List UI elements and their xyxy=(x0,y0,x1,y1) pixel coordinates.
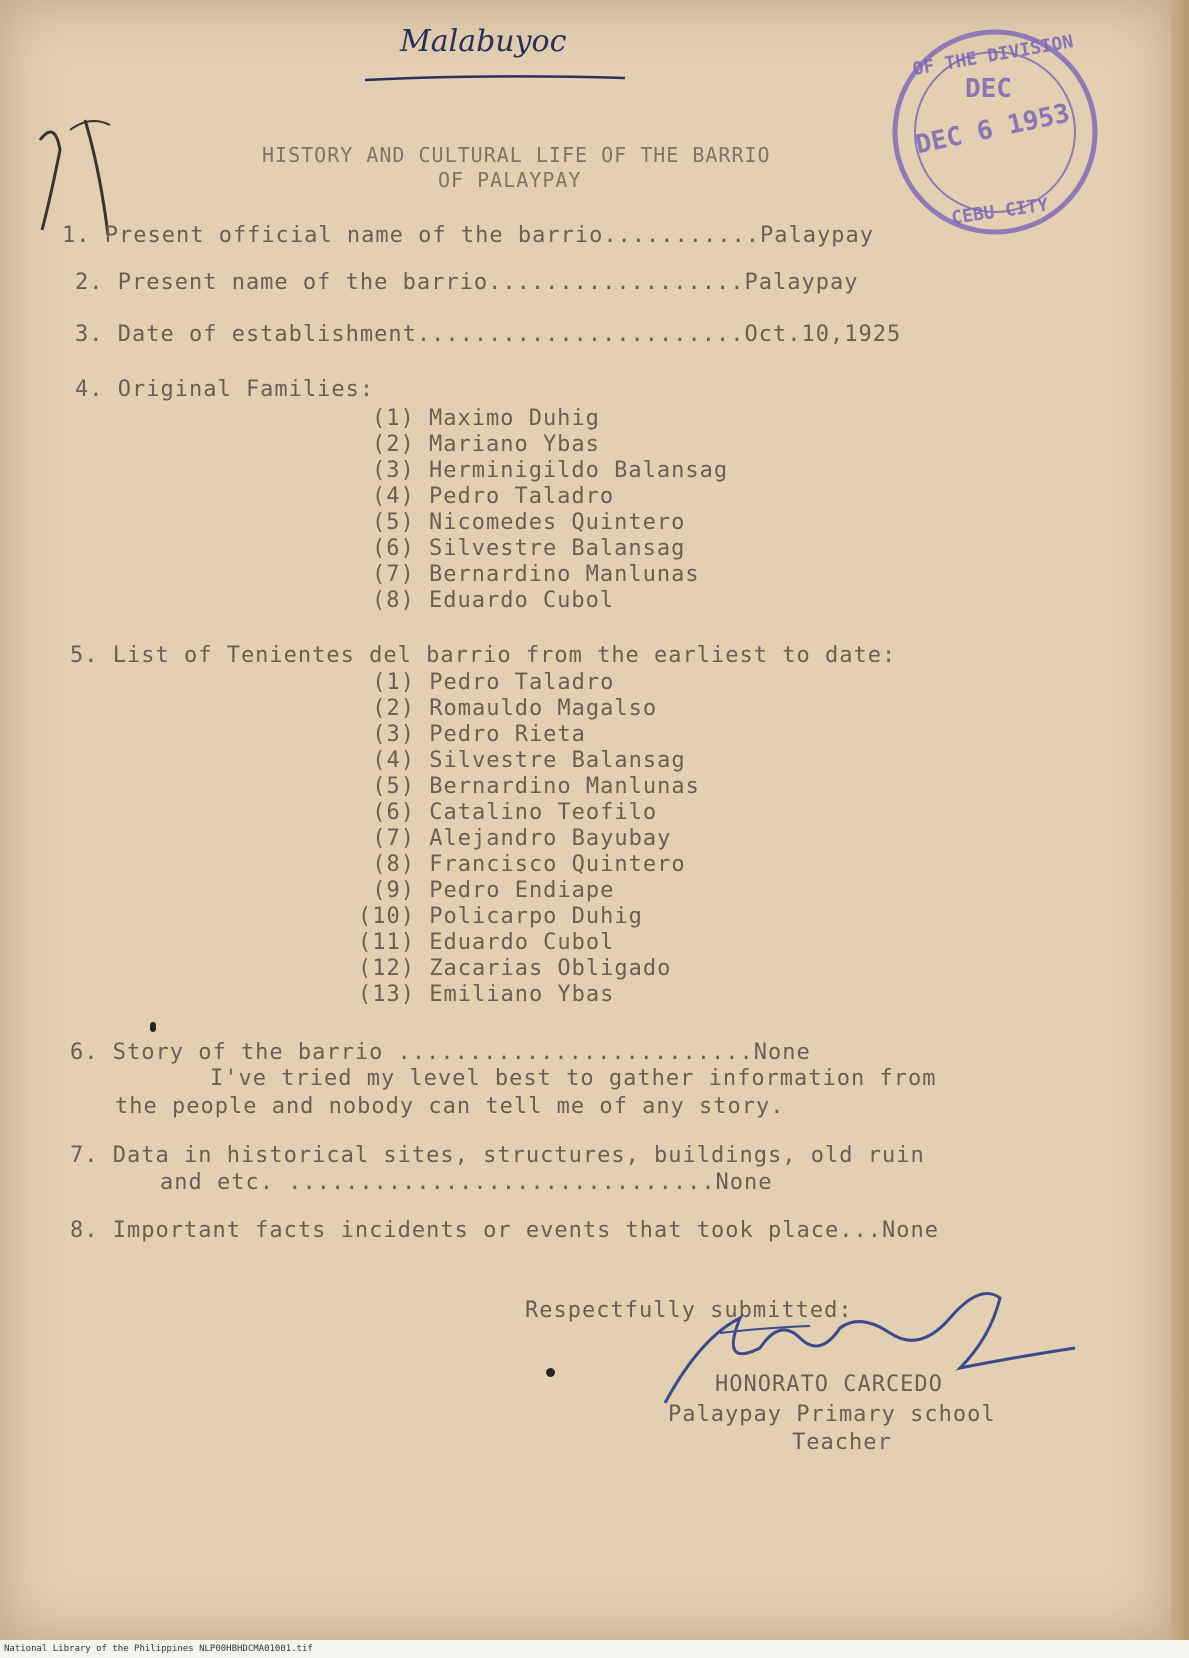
document-title-line2: OF PALAYPAY xyxy=(438,168,582,192)
scan-caption: National Library of the Philippines NLP00HBHDCMA01001.tif xyxy=(0,1640,1189,1658)
teniente-row: (3) Pedro Rieta xyxy=(358,722,586,747)
closing-respectfully: Respectfully submitted: xyxy=(525,1298,853,1323)
signature-icon xyxy=(660,1278,1080,1408)
receipt-stamp-icon xyxy=(885,22,1125,262)
teniente-row: (4) Silvestre Balansag xyxy=(358,748,686,773)
page-edge xyxy=(1171,0,1189,1640)
teniente-row: (7) Alejandro Bayubay xyxy=(358,826,672,851)
handwritten-note: Malabuyoc xyxy=(400,24,567,59)
signer-name: HONORATO CARCEDO xyxy=(715,1372,943,1397)
item-story: 6. Story of the barrio .........................None xyxy=(70,1040,811,1065)
family-row: (4) Pedro Taladro xyxy=(372,484,615,509)
teniente-row: (1) Pedro Taladro xyxy=(358,670,615,695)
tenientes-list xyxy=(358,670,700,1008)
family-row: (6) Silvestre Balansag xyxy=(372,536,686,561)
signer-school: Palaypay Primary school xyxy=(668,1402,996,1427)
teniente-row: (5) Bernardino Manlunas xyxy=(358,774,700,799)
teniente-row: (2) Romauldo Magalso xyxy=(358,696,658,721)
teniente-row: (11) Eduardo Cubol xyxy=(358,930,615,955)
teniente-row: (13) Emiliano Ybas xyxy=(358,982,615,1007)
stamp-text-top: OF THE DIVISION xyxy=(911,31,1075,81)
item-story-detail-2: the people and nobody can tell me of any story. xyxy=(115,1094,785,1119)
teniente-row: (8) Francisco Quintero xyxy=(358,852,686,877)
teniente-row: (10) Policarpo Duhig xyxy=(358,904,643,929)
family-row: (5) Nicomedes Quintero xyxy=(372,510,686,535)
document-title-line1: HISTORY AND CULTURAL LIFE OF THE BARRIO xyxy=(262,143,771,167)
teniente-row: (9) Pedro Endiape xyxy=(358,878,615,903)
family-row: (7) Bernardino Manlunas xyxy=(372,562,700,587)
item-tenientes-heading: 5. List of Tenientes del barrio from the earliest to date: xyxy=(70,643,897,668)
stamp-date: DEC 6 1953 xyxy=(913,98,1073,161)
item-important-facts: 8. Important facts incidents or events that took place...None xyxy=(70,1218,939,1243)
item-official-name: 1. Present official name of the barrio...........Palaypay xyxy=(62,223,874,248)
teniente-row: (12) Zacarias Obligado xyxy=(358,956,672,981)
family-row: (8) Eduardo Cubol xyxy=(372,588,615,613)
item-original-families-heading: 4. Original Families: xyxy=(75,377,375,402)
stamp-month: DEC xyxy=(965,74,1012,104)
item-historical-sites: 7. Data in historical sites, structures, buildings, old ruin xyxy=(70,1143,925,1168)
item-present-name: 2. Present name of the barrio..................Palaypay xyxy=(75,270,859,295)
pencil-mark-icon xyxy=(30,110,120,240)
family-row: (3) Herminigildo Balansag xyxy=(372,458,729,483)
teniente-row: (6) Catalino Teofilo xyxy=(358,800,658,825)
original-families-list xyxy=(372,406,728,614)
item-story-detail-1: I've tried my level best to gather information from xyxy=(210,1066,937,1091)
family-row: (2) Mariano Ybas xyxy=(372,432,600,457)
ink-dot xyxy=(546,1368,555,1377)
stamp-text-bottom: CEBU CITY xyxy=(950,194,1050,229)
signer-position: Teacher xyxy=(792,1430,892,1455)
family-row: (1) Maximo Duhig xyxy=(372,406,600,431)
handwritten-underline xyxy=(360,72,630,86)
item-historical-sites-2: and etc. ..............................None xyxy=(160,1170,773,1195)
item-date-established: 3. Date of establishment.......................Oct.10,1925 xyxy=(75,322,902,347)
ink-dot xyxy=(150,1022,156,1032)
